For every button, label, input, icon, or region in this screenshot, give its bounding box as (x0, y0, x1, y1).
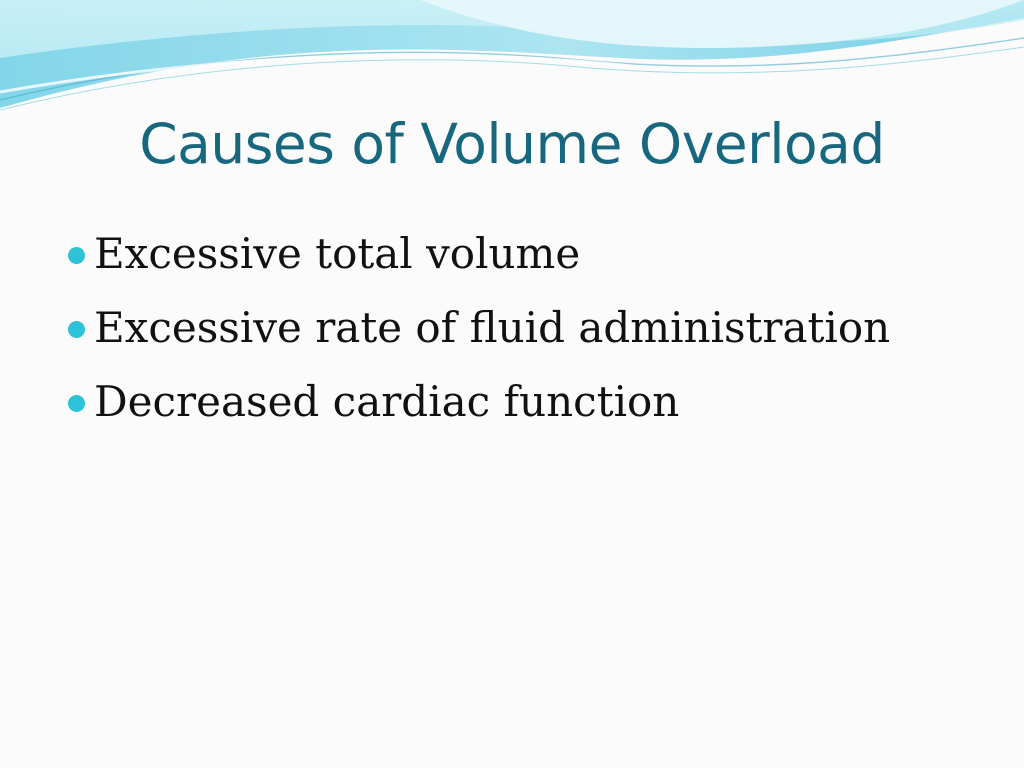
bullet-text: Excessive rate of fluid administration (94, 303, 891, 352)
bullet-item-1 (64, 224, 994, 298)
bullet-list (64, 224, 994, 446)
bullet-text: Decreased cardiac function (94, 377, 680, 426)
bullet-dot-icon (68, 321, 85, 338)
bullet-dot-icon (68, 247, 85, 264)
bullet-dot-icon (68, 395, 85, 412)
bullet-text: Excessive total volume (94, 229, 581, 278)
bullet-item-3 (64, 372, 994, 446)
bullet-item-2 (64, 298, 994, 372)
slide-title: Causes of Volume Overload (139, 112, 885, 176)
